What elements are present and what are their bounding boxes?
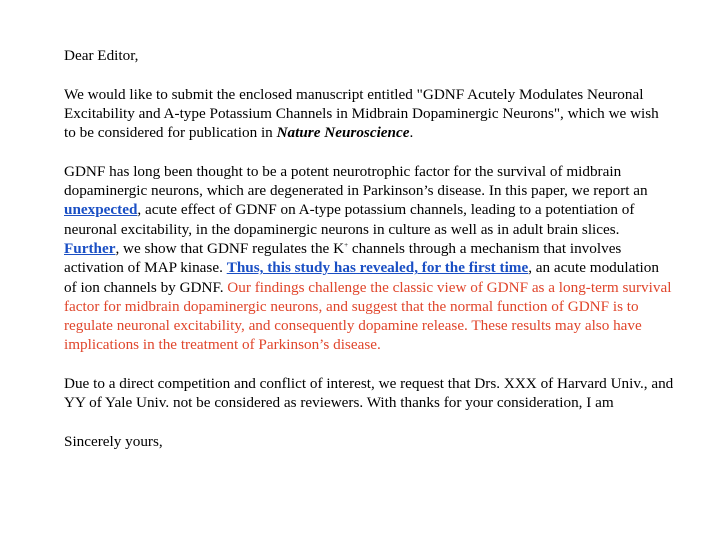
- red-conclusion-text: Our findings challenge the classic view of GDNF as a long-term survival factor for midbrain dopaminergic neurons, and suggest that the normal function of GDNF is to regulate neuronal excitability, and consequently dopamine release. These results may also have implications in the treatment of Parkinson’s disease.: [64, 278, 672, 354]
- findings-text-3: , we show that GDNF regulates the K: [115, 239, 345, 257]
- cover-letter: [64, 46, 674, 471]
- salutation: Dear Editor,: [64, 47, 139, 64]
- findings-paragraph: [64, 162, 674, 355]
- closing: Sincerely yours,: [64, 432, 163, 450]
- findings-text-2: , acute effect of GDNF on A-type potassium channels, leading to a potentiation of neuronal excitability, in the dopaminergic neurons in culture as well as in adult brain slices.: [64, 201, 635, 238]
- submission-text: We would like to submit the enclosed manuscript entitled "GDNF Acutely Modulates Neuronal Excitability and A-type Potassium Channels in Midbrain Dopaminergic Neurons", which we wish to be considered for publication in: [64, 85, 659, 142]
- findings-text-1: GDNF has long been thought to be a potent neurotrophic factor for the survival of midbrain dopaminergic neurons, which are degenerated in Parkinson’s disease. In this paper, we report an: [64, 162, 648, 200]
- submission-text-end: .: [409, 124, 414, 142]
- highlight-unexpected: unexpected: [64, 201, 138, 219]
- submission-paragraph: [64, 85, 674, 143]
- reviewer-exclusion-paragraph: Due to a direct competition and conflict of interest, we request that Drs. XXX of Harvard Univ., and YY of Yale Univ. not be considered as reviewers. With thanks for your consideration, I am: [64, 375, 674, 412]
- findings-text-4: channels through a mechanism that involves activation of MAP kinase.: [64, 239, 622, 277]
- highlight-further: Further: [64, 239, 116, 257]
- superscript-plus: +: [344, 240, 349, 249]
- journal-name: Nature Neuroscience: [276, 124, 410, 142]
- findings-text-5: , an acute modulation of ion channels by GDNF.: [64, 259, 659, 296]
- highlight-first-time: Thus, this study has revealed, for the first time: [226, 259, 529, 277]
